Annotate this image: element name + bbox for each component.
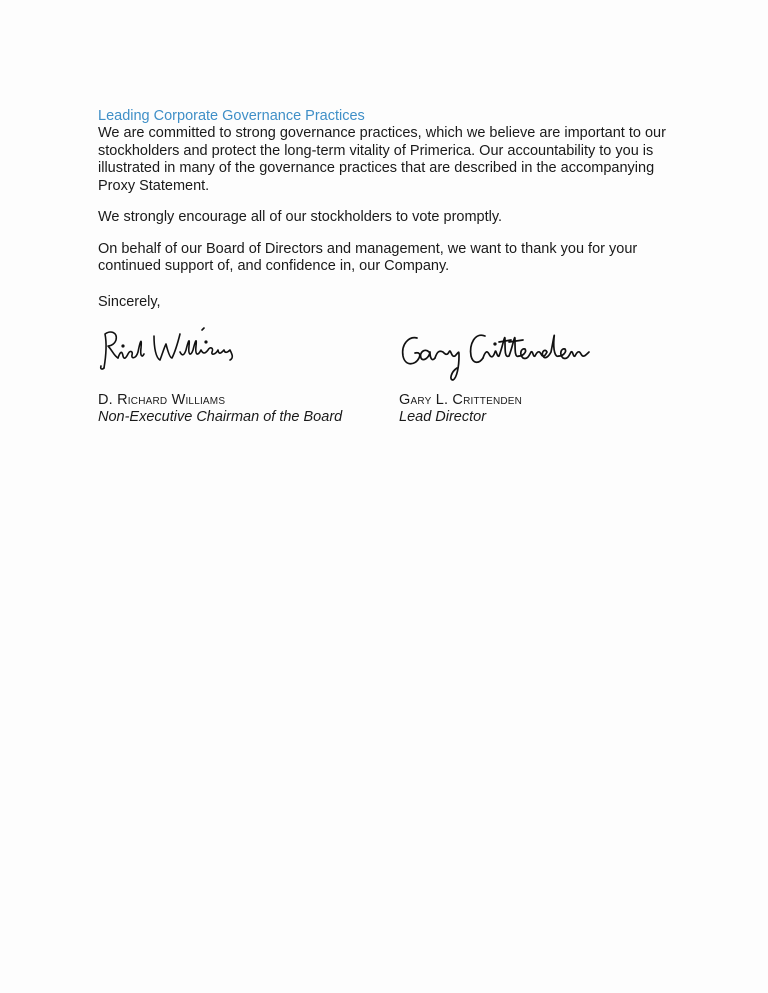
paragraph-governance: We are committed to strong governance practices, which we believe are important to our stockholders and protect the long-term vitality of Primerica. Our accountability to you is illustrated in many of the governance practices that are described in the accompanying Proxy Statement. — [98, 125, 666, 194]
paragraph-thanks: On behalf of our Board of Directors and management, we want to thank you for your continued support of, and confidence in, our Company. — [98, 240, 638, 274]
signatory-title: Non-Executive Chairman of the Board — [98, 409, 343, 425]
signatory-title: Lead Director — [399, 409, 487, 425]
section-heading: Leading Corporate Governance Practices — [98, 108, 365, 124]
signatory-crittenden — [399, 322, 639, 426]
paragraph-vote: We strongly encourage all of our stockholders to vote promptly. — [98, 209, 503, 225]
signatory-name: D. Richard Williams — [98, 392, 226, 408]
signatory-name: Gary L. Crittenden — [399, 392, 523, 408]
letter-body — [98, 108, 678, 311]
signatory-williams — [98, 322, 342, 426]
closing-salutation: Sincerely, — [98, 293, 161, 310]
signature-crittenden — [399, 322, 639, 390]
signature-williams — [98, 322, 248, 390]
signature-area — [98, 322, 698, 442]
